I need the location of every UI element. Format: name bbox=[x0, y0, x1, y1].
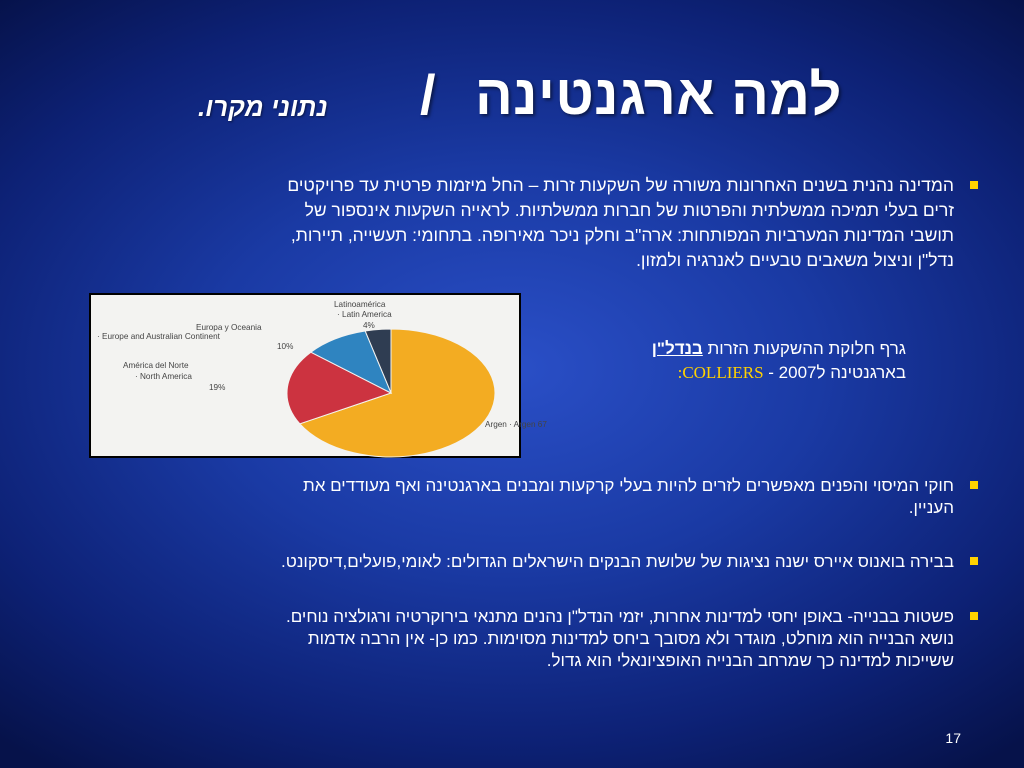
caption-line-2: בארגנטינה ל2007 - COLLIERS: bbox=[677, 363, 906, 382]
caption-highlight: בנדל"ן bbox=[651, 339, 703, 358]
bullet-line: נדל"ן וניצול משאבים טבעיים לאנרגיה ולמזון. bbox=[636, 250, 954, 270]
chart-caption bbox=[652, 337, 906, 385]
slide-title: למה ארגנטינה bbox=[474, 63, 842, 126]
pie-slices bbox=[287, 329, 495, 457]
caption-line-1: גרף חלוקת ההשקעות הזרות בנדל"ן bbox=[651, 339, 906, 358]
data-label-argentina: Argen · Argen 67 bbox=[485, 420, 547, 429]
bullet-line: זרים בעלי תמיכה ממשלתית והפרטות של חברות ממשלתיות. לראייה השקעות אינספור של bbox=[304, 200, 954, 220]
data-label-north-america: 19% bbox=[209, 383, 226, 392]
bullet-marker-icon bbox=[970, 557, 978, 565]
bullet-construction bbox=[286, 606, 954, 672]
tick-label-latinoamerica: Latinoamérica bbox=[334, 300, 386, 309]
title-separator: / bbox=[420, 63, 436, 126]
tick-label-latin-america: · Latin America bbox=[337, 310, 392, 319]
tick-label-europa-oceania: Europa y Oceania bbox=[196, 323, 262, 332]
bullet-marker-icon bbox=[970, 481, 978, 489]
tick-label-europe-australia: · Europe and Australian Continent bbox=[97, 332, 220, 341]
bullet-line: המדינה נהנית בשנים האחרונות משורה של השקעות זרות – החל מיזמות פרטית עד פרויקטים bbox=[287, 175, 954, 195]
tick-label-america-del-norte: América del Norte bbox=[123, 361, 189, 370]
bullet-line: תושבי המדינות המערביות המפותחות: ארה"ב וחלק ניכר מאירופה. בתחומי: תעשייה, תיירות, bbox=[290, 225, 954, 245]
bullet-marker-icon bbox=[970, 612, 978, 620]
bullet-tax-laws bbox=[303, 475, 954, 519]
slide-subtitle: נתוני מקרו. bbox=[198, 92, 328, 122]
pie-chart-image bbox=[89, 293, 547, 458]
bullet-line: חוקי המיסוי והפנים מאפשרים לזרים להיות בעלי קרקעות ומבנים בארגנטינה ואף מעודדים את bbox=[302, 476, 954, 495]
bullet-foreign-investments bbox=[287, 173, 954, 273]
tick-label-north-america: · North America bbox=[135, 372, 192, 381]
data-label-europe: 10% bbox=[277, 342, 294, 351]
bullet-line: העניין. bbox=[908, 498, 954, 517]
data-label-latin-america: 4% bbox=[363, 321, 375, 330]
bullet-marker-icon bbox=[970, 181, 978, 189]
bullet-line: בבירה בואנוס איירס ישנה נציגות של שלושת הבנקים הישראלים הגדולים: לאומי,פועלים,דיסקונט. bbox=[281, 552, 954, 571]
bullet-israeli-banks bbox=[281, 551, 954, 573]
page-number: 17 bbox=[945, 730, 961, 746]
bullet-line: ששייכות למדינה כך שמרחב הבנייה האופציונאלי הוא גדול. bbox=[546, 651, 954, 670]
bullet-line: נושא הבנייה הוא מוחלט, מוגדר ולא מסובך ביחס למדינות מסוימות. כמו כן- אין הרבה אדמות bbox=[307, 629, 954, 648]
bullet-line: פשטות בבנייה- באופן יחסי למדינות אחרות, יזמי הנדל"ן נהנים מתנאי בירוקרטיה ורגולציה נוחים. bbox=[286, 607, 954, 626]
caption-source: COLLIERS: bbox=[677, 363, 764, 382]
pie-chart bbox=[91, 295, 547, 456]
